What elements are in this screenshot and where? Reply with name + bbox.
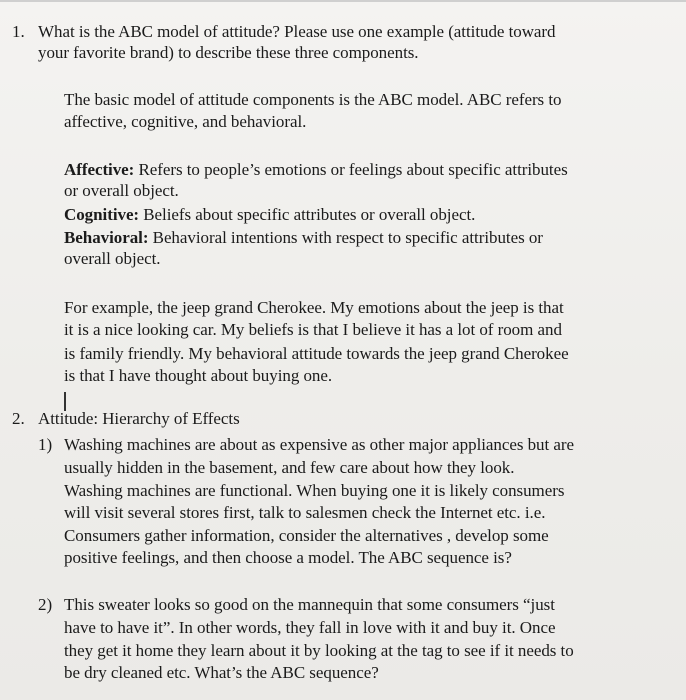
- affective-text: Refers to people’s emotions or feelings about specific attributes: [134, 160, 568, 179]
- answer-1-intro-line-1: The basic model of attitude components is the ABC model. ABC refers to: [64, 90, 562, 109]
- question-1-line-1: What is the ABC model of attitude? Please use one example (attitude toward: [38, 22, 556, 41]
- behavioral-text: Behavioral intentions with respect to specific attributes or: [148, 228, 543, 247]
- sub-question-2-line-1: This sweater looks so good on the mannequin that some consumers “just: [64, 595, 555, 614]
- example-line-1: For example, the jeep grand Cherokee. My emotions about the jeep is that: [64, 298, 564, 317]
- behavioral-label: Behavioral:: [64, 228, 149, 247]
- sub-question-1-line-4: will visit several stores first, talk to salesmen check the Internet etc. i.e.: [64, 503, 546, 522]
- question-2-number: 2.: [12, 409, 25, 428]
- cognitive-definition: [64, 205, 475, 225]
- sub-question-1-line-2: usually hidden in the basement, and few care about how they look.: [64, 458, 515, 477]
- sub-question-1-line-3: Washing machines are functional. When buying one it is likely consumers: [64, 481, 565, 500]
- example-line-3: is family friendly. My behavioral attitude towards the jeep grand Cherokee: [64, 344, 569, 363]
- sub-question-1-line-1: Washing machines are about as expensive as other major appliances but are: [64, 435, 574, 454]
- question-2-title: Attitude: Hierarchy of Effects: [38, 409, 240, 428]
- top-divider: [0, 0, 686, 2]
- affective-definition: [64, 160, 568, 180]
- question-1-number: 1.: [12, 22, 25, 41]
- question-1-line-2: your favorite brand) to describe these three components.: [38, 43, 419, 62]
- sub-question-2-line-4: be dry cleaned etc. What’s the ABC sequence?: [64, 663, 379, 682]
- example-line-4: is that I have thought about buying one.: [64, 366, 333, 385]
- affective-label: Affective:: [64, 160, 135, 179]
- cognitive-label: Cognitive:: [64, 205, 140, 224]
- sub-question-1-number: 1): [38, 435, 53, 454]
- sub-question-2-line-2: have to have it”. In other words, they fall in love with it and buy it. Once: [64, 618, 556, 637]
- answer-1-intro-line-2: affective, cognitive, and behavioral.: [64, 112, 307, 131]
- cognitive-text: Beliefs about specific attributes or overall object.: [139, 205, 476, 224]
- sub-question-1-line-6: positive feelings, and then choose a model. The ABC sequence is?: [64, 548, 512, 567]
- behavioral-definition: [64, 228, 543, 248]
- example-line-2: it is a nice looking car. My beliefs is that I believe it has a lot of room and: [64, 320, 562, 339]
- behavioral-definition-cont: overall object.: [64, 249, 161, 268]
- affective-definition-cont: or overall object.: [64, 181, 179, 200]
- sub-question-2-line-3: they get it home they learn about it by looking at the tag to see if it needs to: [64, 641, 574, 660]
- sub-question-1-line-5: Consumers gather information, consider the alternatives , develop some: [64, 526, 549, 545]
- sub-question-2-number: 2): [38, 595, 53, 614]
